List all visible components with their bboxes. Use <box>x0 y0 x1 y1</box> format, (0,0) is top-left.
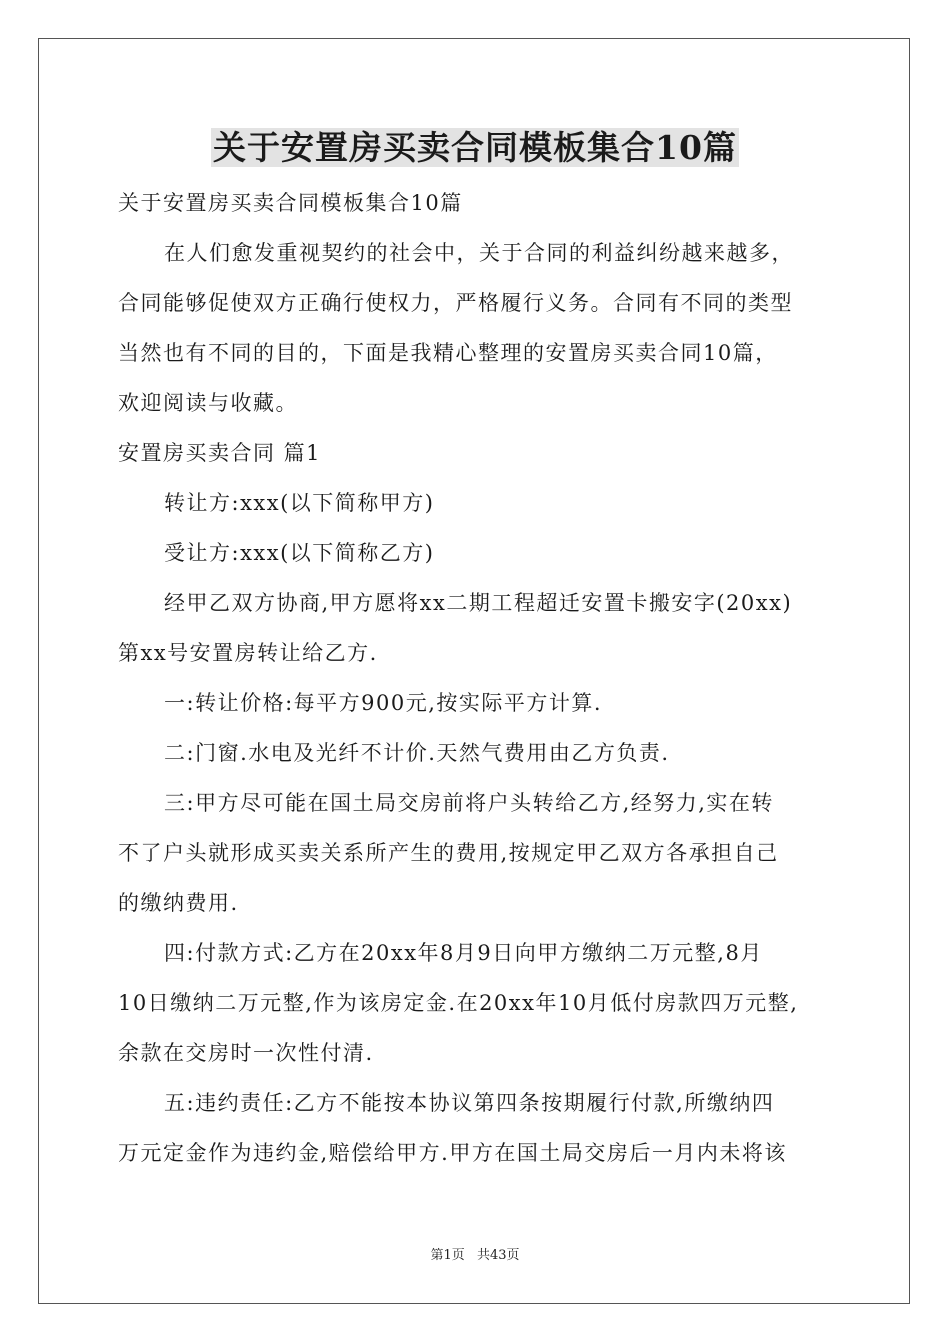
body-line: 的缴纳费用. <box>118 891 239 915</box>
document-body <box>118 178 838 1178</box>
page-total: 共43页 <box>476 1248 520 1263</box>
clause-transfer: 三:甲方尽可能在国土局交房前将户头转给乙方,经努力,实在转 <box>164 791 774 815</box>
intro-line: 合同能够促使双方正确行使权力，严格履行义务。合同有不同的类型 <box>118 291 793 315</box>
body-line: 第xx号安置房转让给乙方. <box>118 641 378 665</box>
body-line: 10日缴纳二万元整,作为该房定金.在20xx年10月低付房款四万元整, <box>118 991 799 1015</box>
transferee-line: 受让方:xxx(以下简称乙方) <box>164 541 435 565</box>
body-line: 万元定金作为违约金,赔偿给甲方.甲方在国土局交房后一月内未将该 <box>118 1141 787 1165</box>
page-number: 第1页 <box>430 1248 465 1263</box>
transferor-line: 转让方:xxx(以下简称甲方) <box>164 491 435 515</box>
clause-fixtures: 二:门窗.水电及光纤不计价.天然气费用由乙方负责. <box>164 741 670 765</box>
intro-line: 欢迎阅读与收藏。 <box>118 391 298 415</box>
clause-payment: 四:付款方式:乙方在20xx年8月9日向甲方缴纳二万元整,8月 <box>164 941 763 965</box>
body-line: 经甲乙双方协商,甲方愿将xx二期工程超迁安置卡搬安字(20xx) <box>164 591 793 615</box>
body-line: 不了户头就形成买卖关系所产生的费用,按规定甲乙双方各承担自己 <box>118 841 779 865</box>
intro-line: 在人们愈发重视契约的社会中，关于合同的利益纠纷越来越多， <box>164 241 794 265</box>
clause-price: 一:转让价格:每平方900元,按实际平方计算. <box>164 691 603 715</box>
body-line: 余款在交房时一次性付清. <box>118 1041 374 1065</box>
clause-liability: 五:违约责任:乙方不能按本协议第四条按期履行付款,所缴纳四 <box>164 1091 775 1115</box>
document-title-text: 关于安置房买卖合同模板集合10篇 <box>213 128 737 167</box>
document-subtitle: 关于安置房买卖合同模板集合10篇 <box>118 191 463 215</box>
page-footer <box>0 1244 950 1263</box>
intro-line: 当然也有不同的目的，下面是我精心整理的安置房买卖合同10篇， <box>118 341 778 365</box>
section-heading: 安置房买卖合同 篇1 <box>118 441 322 465</box>
document-title <box>0 124 950 172</box>
